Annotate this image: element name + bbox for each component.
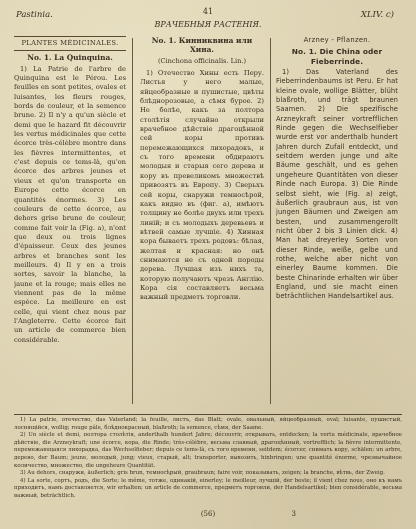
- french-entry-title: No. 1. La Quinquina.: [27, 53, 113, 63]
- footnote: 1) La patrie, отечество, das Vaterland; la feuille, листъ, das Blatt; ovale, овальный, яйцеобразный, oval; luisante, пушистый, лоснящійся, wollig; rouge pâle, блѣднокрасный, blaßroth; la semence, сѣмя, der Saame.: [14, 417, 402, 431]
- footer-signature: 3: [291, 510, 296, 518]
- russian-latin-name: (Cinchona officinalis. Lin.): [157, 56, 247, 65]
- french-column: [14, 36, 126, 412]
- german-entry-title: No. 1. Die China oder Fieberrinde.: [291, 47, 383, 66]
- german-column: [276, 36, 398, 412]
- footnote: 3) Au dehors, снаружи, äußerlich; gris brun, темносѣрый, graubraun; faire voir, показывать, zeigen; la branche, вѣтвь, der Zweig.: [20, 470, 385, 477]
- footnote: 4) La sorte, сортъ, родъ, die Sorte; le même, тотже, одинакій, einerley; le meilleur, лучшій, der beste; il vient chez nous, оно къ намъ приходитъ, намъ доставляется, wir erhalten; un article de commerce, предметъ торговли, der Handelsartikel; bien considérable, весьма важный, beträchtlich.: [14, 477, 402, 499]
- column-divider: [270, 38, 271, 404]
- page-number: 41: [202, 7, 214, 16]
- german-section-title: Arzney - Pflanzen.: [303, 36, 371, 44]
- header-right: XLIV. c): [360, 10, 394, 20]
- russian-entry-title: No. 1. Кинниквина или Хина.: [151, 36, 253, 55]
- header-left: Pastinia.: [16, 10, 53, 20]
- footer-plate-number: (56): [200, 510, 216, 518]
- french-section-title: PLANTES MÉDICINALES.: [14, 36, 126, 51]
- french-body-text: 1) La Patrie de l'arbre de Quinquina est le Pérou. Les feuilles en sont petites, ovales et luisantes, les fleurs rouges, bords de couleur, et la semence brune. 2) Il n'y a qu'un siècle et demi que le hazard fit découvrir les vertus médicinales que cette écorce très-célèbre montre dans les fièvres intermittentes, et c'est depuis ce tems-là, qu'on écorce des arbres jeunes et vieux et qu'on transporte en Europe cette écorce en quantités énormes. 3) Les couleurs de cette écorce, au dehors grise brune de couleur, comme fait voir la (Fig. a), n'ont que deux ou trois lignes d'épaisseur. Ceux des jeunes arbres et branches sont les meilleurs. 4) Il y en a trois sortes, savoir la blanche, la jaune et la rouge; mais elles ne viennent pas de la même espèce. La meilleure en est celle, qui vient chez nous par l'Angleterre. Cette écorce fait un article de commerce bien considérable.: [14, 64, 126, 344]
- footnote-rule: [14, 414, 402, 415]
- footnote: 2) Un siècle et demi, полтора столѣтія, anderthalb hundert Jahre; découvrir, открывать, entdecken; la vertu médicinale, врачебное дѣйствіе, die Arzneykraft; une écorce, кора, die Rinde; très-célèbre, весьма славный, драгоцѣнный, vortrefflich; la fièvre intermittente, перемежающаяся лихорадка, das Wechselfieber; depuis ce tems-là, съ того времени, seitdem; écorcer, снимать кору, schälen; un arbre, дерево, der Baum; jeune, молодый, jung; vieux, старый, alt; transporter, вывозить, hinbringen; une quantité énorme, чрезвычайное количество, множество, die ungeheure Quantität.: [14, 432, 402, 469]
- column-divider: [132, 38, 133, 404]
- footnotes: [14, 417, 402, 509]
- german-body-text: 1) Das Vaterland des Fieberrindenbaums ist Peru. Er hat kleine ovale, wollige Blätter, blüht blaßroth, und trägt braunen Saamen. 2) Die spezifische Arzneykraft seiner vortrefflichen Rinde gegen die Wechselfieber wurde erst vor anderthalb hundert Jahren durch Zufall entdeckt, und seitdem werden junge und alte Bäume geschält, und es gehen ungeheure Quantitäten von dieser Rinde nach Europa. 3) Die Rinde selbst sieht, wie (Fig. a) zeigt, äußerlich graubraun aus, ist von jungen Bäumen und Zweigen am besten, und zusammengerollt nicht über 2 bis 3 Linien dick. 4) Man hat dreyerley Sorten von dieser Rinde, weiße, gelbe und rothe, welche aber nicht von einerley Baume kommen. Die beste Chinarinde erhalten wir über England, und sie macht einen beträchtlichen Handelsartikel aus.: [276, 68, 398, 301]
- russian-column: [140, 36, 264, 412]
- russian-body-text: 1) Отечество Хины есть Перу. Листья у него малые, яйцеобразные и пушистые, цвѣты блѣднорозовые, а сѣмя бурое. 2) Не болѣе, какъ за полтора столѣтія случайно открыли врачебное дѣйствіе драгоцѣнной сей коры противъ перемежающихся лихорадокъ, и съ того времени обдираютъ молодыя и старыя сего дерева и кору въ превеликомъ множествѣ привозятъ въ Европу. 3) Сверьхъ сей коры, снаружи темносѣрой, какъ видно въ (фиг. a), имѣютъ толщину не болѣе двухъ или трехъ линій; и съ молодыхъ деревьевъ и вѣтвей самые лучшіе. 4) Хинная кора бываетъ трехъ родовъ: бѣлая, желтая и красная: но онѣ снимаются не съ одной породы дерева. Лучшая изъ нихъ та, которую получаютъ чрезъ Англію. Кора сія составляетъ весьма важный предметъ торговли.: [140, 69, 264, 302]
- header-center: ВРАЧЕБНЫЯ РАСТЕНІЯ.: [154, 20, 262, 29]
